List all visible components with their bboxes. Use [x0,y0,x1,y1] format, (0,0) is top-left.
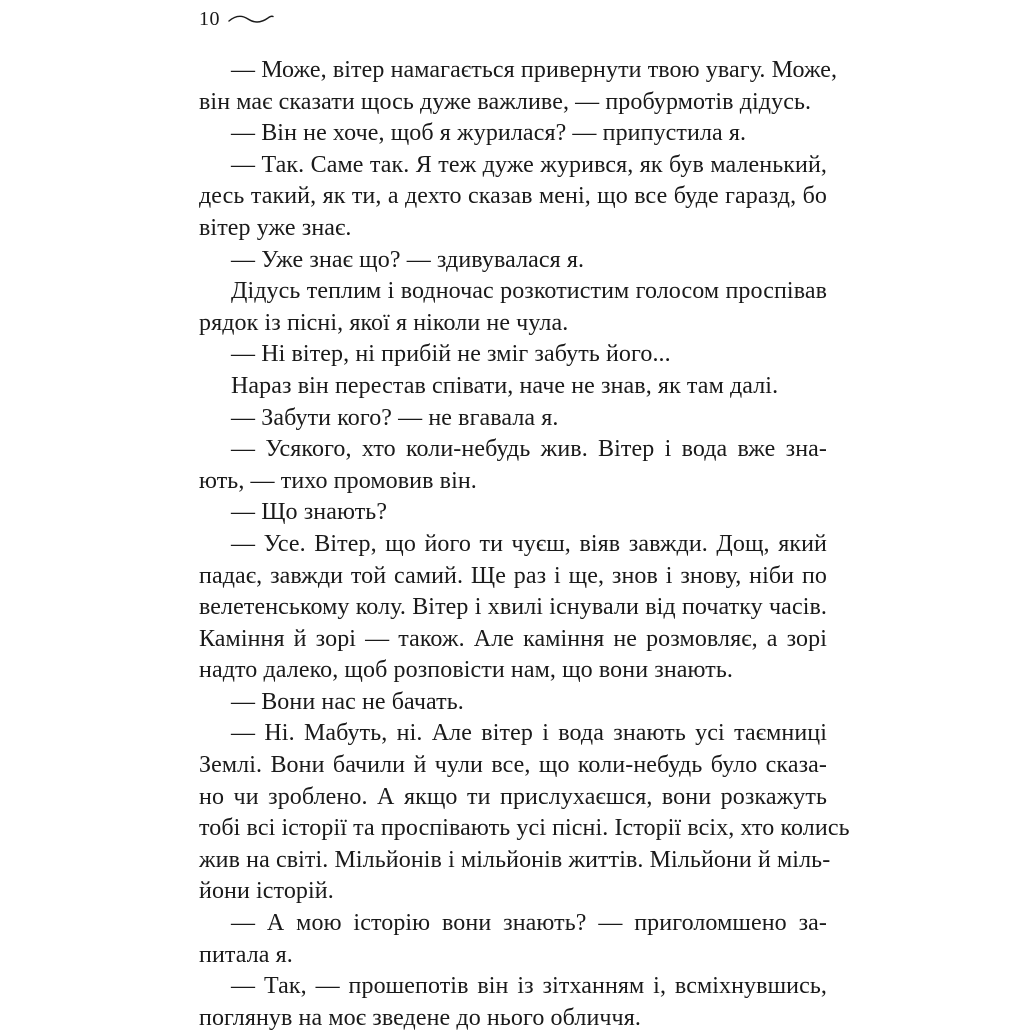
text-line: десь такий, як ти, а дехто сказав мені, що все буде гаразд, бо [199,183,827,210]
text-line: — Усе. Вітер, що його ти чуєш, віяв завжди. Дощ, який [231,530,827,557]
text-line: надто далеко, щоб розповісти нам, що вони знають. [199,657,733,684]
text-line: — Ні вітер, ні прибій не зміг забуть його... [231,341,671,368]
text-line: Каміння й зорі — також. Але каміння не розмовляє, а зорі [199,625,827,652]
text-line: — Так. Саме так. Я теж дуже журився, як був маленький, [231,151,827,178]
text-line: поглянув на моє зведене до нього обличчя. [199,1004,641,1031]
text-line: жив на світі. Мільйонів і мільйонів життів. Мільйони й міль- [199,846,831,873]
text-line: — Забути кого? — не вгавала я. [231,404,559,431]
text-line: падає, завжди той самий. Ще раз і ще, знов і знову, ніби по [199,562,827,589]
text-line: — Уже знає що? — здивувалася я. [231,246,585,273]
text-line: — А мою історію вони знають? — приголомшено за- [231,910,827,937]
text-line: велетенському колу. Вітер і хвилі існували від початку часів. [199,594,827,621]
text-line: Нараз він перестав співати, наче не знав, як там далі. [231,372,779,399]
text-line: питала я. [199,941,293,968]
text-line: — Так, — прошепотів він із зітханням і, всміхнувшись, [231,973,827,1000]
text-line: — Може, вітер намагається привернути твою увагу. Може, [231,57,838,83]
text-line: но чи зроблено. А якщо ти прислухаєшся, вони розкажуть [199,783,827,810]
page-header [199,6,274,32]
text-line: він має сказати щось дуже важливе, — пробурмотів дідусь. [199,88,812,115]
text-line: тобі всі історії та проспівають усі пісні. Історії всіх, хто колись [199,815,850,842]
page-number: 10 [199,8,220,30]
text-line: рядок із пісні, якої я ніколи не чула. [199,309,569,336]
text-line: — Вони нас не бачать. [231,688,464,715]
text-line: — Що знають? [231,499,388,526]
body-text [199,55,850,1034]
text-line: — Він не хоче, щоб я журилася? — припустила я. [231,120,747,147]
text-line: вітер уже знає. [199,214,352,241]
text-line: — Ні. Мабуть, ні. Але вітер і вода знають усі таємниці [231,720,827,747]
text-line: Землі. Вони бачили й чули все, що коли-небудь було сказа- [199,752,827,779]
text-line: — Усякого, хто коли-небудь жив. Вітер і вода вже зна- [231,436,827,463]
text-line: йони історій. [199,878,334,905]
flourish-icon [228,12,274,26]
text-line: ють, — тихо промовив він. [199,467,477,494]
text-line: Дідусь теплим і водночас розкотистим голосом проспівав [231,278,827,305]
